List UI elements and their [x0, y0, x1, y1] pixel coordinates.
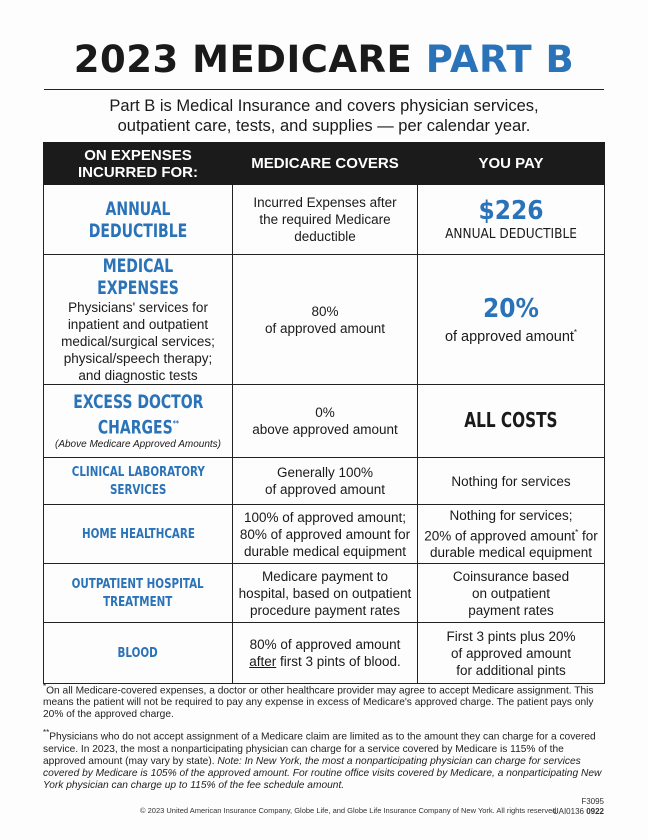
category-label: MEDICAL EXPENSES	[97, 255, 179, 299]
table-row	[44, 185, 605, 255]
covers-cell	[233, 185, 418, 255]
pay-text: payment rates	[468, 602, 554, 618]
pay-cell	[418, 564, 605, 623]
covers-cell	[233, 564, 418, 623]
table-row	[44, 564, 605, 623]
covers-text-part: first 3 pints of blood.	[276, 654, 401, 669]
form-codes	[553, 797, 604, 817]
coverage-table	[43, 142, 605, 684]
category-label: SERVICES	[109, 482, 167, 498]
description-line: and diagnostic tests	[78, 368, 198, 383]
covers-cell	[233, 623, 418, 684]
footnotes	[43, 681, 607, 798]
subtitle-line: Part B is Medical Insurance and covers physician services,	[109, 97, 539, 115]
category-label: HOME HEALTHCARE	[81, 526, 195, 542]
form-code: UAI0136	[552, 807, 584, 816]
covers-cell	[233, 505, 418, 564]
covers-text: deductible	[294, 229, 356, 244]
pay-text-part: for	[578, 528, 598, 544]
covers-cell	[233, 458, 418, 505]
footnote-mark: **	[43, 728, 50, 738]
category-label: BLOOD	[117, 645, 159, 661]
category-label: EXCESS DOCTOR	[72, 391, 204, 414]
pay-text	[422, 524, 600, 545]
covers-text: Medicare payment to	[261, 568, 389, 584]
pay-cell	[418, 505, 605, 564]
pay-amount: $226	[478, 196, 544, 226]
form-code-line2	[553, 807, 604, 817]
table-row	[44, 458, 605, 505]
pay-text: Nothing for services;	[449, 507, 573, 523]
pay-text: durable medical equipment	[429, 545, 593, 561]
pay-label: ANNUAL DEDUCTIBLE	[445, 226, 577, 242]
pay-text: on outpatient	[471, 585, 551, 601]
title-divider	[44, 89, 604, 90]
pay-text: for additional pints	[456, 662, 566, 678]
category-cell	[44, 564, 233, 623]
title-main: MEDICARE	[192, 38, 413, 81]
covers-text: 80% of approved amount for	[239, 526, 411, 542]
category-cell	[44, 255, 233, 385]
covers-text: Generally 100%	[276, 465, 374, 480]
description-line: Physicians' services for	[68, 300, 208, 315]
covers-text: 0%	[315, 405, 335, 420]
form-code-version: 0922	[586, 807, 604, 816]
header-medicare-covers: MEDICARE COVERS	[233, 143, 418, 185]
form-code: F3095	[581, 797, 604, 806]
pay-cell	[418, 185, 605, 255]
pay-text: First 3 pints plus 20%	[446, 628, 576, 644]
category-cell	[44, 505, 233, 564]
page-title	[0, 38, 648, 81]
pay-label-text: of approved amount	[444, 328, 574, 345]
title-accent: PART B	[425, 38, 575, 81]
footnote-1	[43, 681, 607, 721]
footnote-italic-text: Note: In New York, the most a nonparticipating physician can charge for services covered by Medicare is 105% of the approved amount. For routine office visits covered by Medicare, a nonparticipating New York physician can charge up to 115% of the fee schedule amount.	[43, 755, 602, 791]
covers-text: Incurred Expenses after	[253, 195, 397, 210]
footnote-text: On all Medicare-covered expenses, a doctor or other healthcare provider may agree to accept Medicare assignment. This means the patient will not be required to pay any expense in excess of Medicare's approved charge. The patient pays only 20% of the approved charge.	[43, 685, 594, 721]
pay-cell	[418, 255, 605, 385]
category-cell	[44, 185, 233, 255]
pay-all-costs: ALL COSTS	[464, 407, 558, 432]
table-row	[44, 255, 605, 385]
footnote-mark: **	[172, 419, 179, 429]
footnote-mark: *	[575, 527, 579, 537]
covers-text	[237, 653, 413, 670]
table-row	[44, 623, 605, 684]
header-text: ON EXPENSES	[84, 146, 192, 164]
pay-cell	[418, 385, 605, 458]
footnote-mark: *	[43, 682, 47, 691]
category-description	[48, 299, 228, 384]
header-text: INCURRED FOR:	[78, 163, 198, 181]
category-cell	[44, 385, 233, 458]
description-line: medical/surgical services;	[61, 334, 215, 349]
pay-text: Coinsurance based	[452, 568, 570, 584]
category-cell	[44, 458, 233, 505]
pay-text: of approved amount	[450, 645, 572, 661]
footnote-2	[43, 727, 607, 791]
category-label: CLINICAL LABORATORY	[71, 464, 205, 480]
pay-cell: Nothing for services	[418, 458, 605, 505]
subtitle-line: outpatient care, tests, and supplies — per calendar year.	[117, 117, 531, 135]
category-label: OUTPATIENT HOSPITAL	[71, 576, 204, 592]
table-row	[44, 385, 605, 458]
pay-text-part: 20% of approved amount	[424, 528, 576, 544]
covers-text: 80% of approved amount	[249, 637, 401, 652]
category-label: TREATMENT	[103, 594, 173, 610]
covers-text: of approved amount	[264, 320, 386, 336]
covers-text: 80%	[311, 303, 339, 319]
table-row	[44, 505, 605, 564]
table-header-row	[44, 143, 605, 185]
footnote-text: Physicians who do not accept assignment of a Medicare claim are limited as to the amount they can charge for a covered service. In 2023, the most a nonparticipating physician can charge for a service covered by Medicare is 115% of the approved amount (may vary by state).	[43, 731, 596, 767]
covers-text: the required Medicare	[259, 212, 391, 227]
category-cell	[44, 623, 233, 684]
header-you-pay: YOU PAY	[418, 143, 605, 185]
pay-label	[422, 324, 600, 346]
page-subtitle	[50, 96, 598, 136]
copyright-notice: © 2023 United American Insurance Company, Globe Life, and Globe Life Insurance Company of New York. All rights reserved.	[140, 806, 559, 815]
category-label-line2	[97, 413, 178, 438]
covers-cell	[233, 385, 418, 458]
covers-text: hospital, based on outpatient	[238, 585, 412, 601]
pay-amount: 20%	[483, 293, 539, 324]
pay-cell	[418, 623, 605, 684]
title-year: 2023	[73, 38, 179, 81]
covers-text: durable medical equipment	[243, 543, 407, 559]
covers-text: 100% of approved amount;	[243, 509, 407, 525]
category-label-text: CHARGES	[97, 416, 173, 439]
category-note: (Above Medicare Approved Amounts)	[54, 438, 221, 450]
covers-text: above approved amount	[252, 422, 398, 437]
covers-cell	[233, 255, 418, 385]
category-label: ANNUAL DEDUCTIBLE	[88, 197, 188, 242]
header-expenses	[44, 143, 233, 185]
covers-emphasis: after	[249, 654, 277, 669]
description-line: inpatient and outpatient	[67, 317, 209, 332]
covers-text: procedure payment rates	[249, 602, 401, 618]
description-line: physical/speech therapy;	[63, 351, 213, 366]
covers-text: of approved amount	[264, 482, 386, 497]
footnote-mark: *	[573, 327, 578, 337]
